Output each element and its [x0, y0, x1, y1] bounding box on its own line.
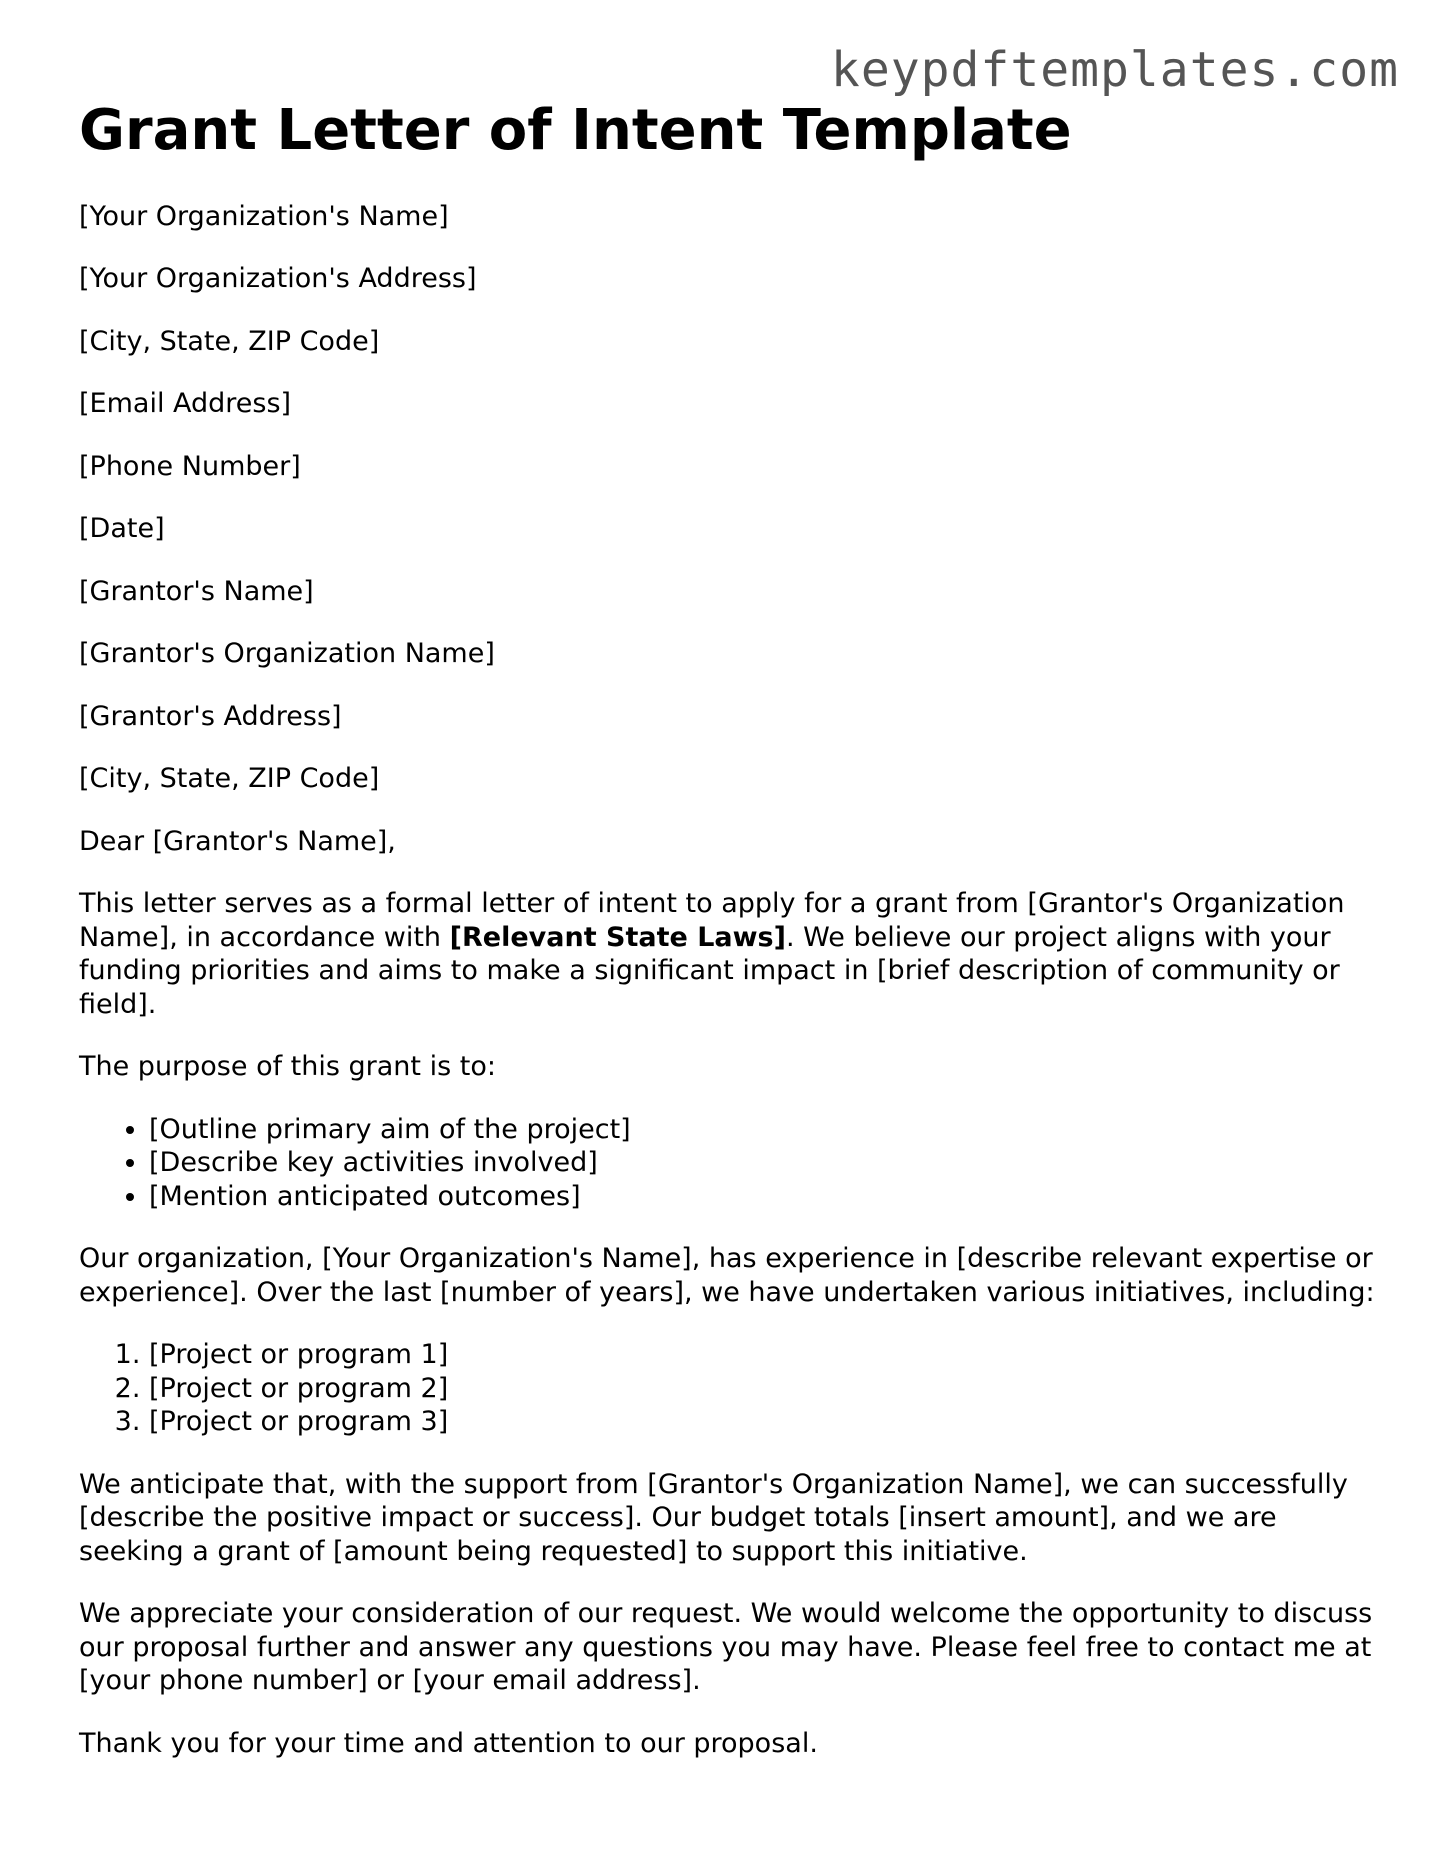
sender-org-address: [Your Organization's Address] [79, 263, 477, 295]
purpose-list-item: • [Mention anticipated outcomes] [149, 1180, 1379, 1214]
sender-org-name: [Your Organization's Name] [79, 200, 449, 232]
projects-list-item: 2. [Project or program 2] [149, 1372, 1379, 1406]
intro-text-part1: This letter serves as a formal letter of intent to apply for a grant from [Grantor's Organization Name], in accordance with [79, 888, 1345, 953]
sender-email: [Email Address] [79, 388, 292, 420]
sender-city-state-zip: [City, State, ZIP Code] [79, 325, 380, 357]
projects-list [79, 1338, 1379, 1439]
experience-paragraph: Our organization, [Your Organization's Name], has experience in [describe relevant expertise or experience]. Over the last [number of years], we have undertaken various initiatives, including: [79, 1243, 1375, 1308]
sender-phone: [Phone Number] [79, 450, 301, 482]
purpose-heading: The purpose of this grant is to: [79, 1051, 496, 1083]
recipient-name: [Grantor's Name] [79, 575, 314, 607]
projects-list-item: 3. [Project or program 3] [149, 1405, 1379, 1439]
closing-paragraph: Thank you for your time and attention to our proposal. [79, 1727, 818, 1759]
recipient-city-state-zip: [City, State, ZIP Code] [79, 763, 380, 795]
purpose-list-item: • [Outline primary aim of the project] [149, 1113, 1379, 1147]
intro-text-part2: . We believe our project aligns with your funding priorities and aims to make a significant impact in [brief description of community or field]. [79, 921, 1340, 1020]
recipient-address: [Grantor's Address] [79, 700, 342, 732]
document-title: Grant Letter of Intent Template [79, 98, 1072, 163]
intro-paragraph [79, 887, 1379, 1021]
projects-list-item: 1. [Project or program 1] [149, 1338, 1379, 1372]
intro-bold-laws: [Relevant State Laws] [449, 921, 786, 953]
appreciation-paragraph: We appreciate your consideration of our request. We would welcome the opportunity to discuss our proposal further and answer any questions you may have. Please feel free to contact me at [your phone number] or [your email address]. [79, 1598, 1373, 1697]
salutation: Dear [Grantor's Name], [79, 825, 396, 857]
anticipation-paragraph: We anticipate that, with the support from [Grantor's Organization Name], we can successfully [describe the positive impact or success]. Our budget totals [insert amount], and we are seeking a grant of [amount being requested] to support this initiative. [79, 1468, 1348, 1567]
letter-date: [Date] [79, 513, 165, 545]
purpose-list [79, 1113, 1379, 1214]
watermark: keypdftemplates.com [830, 42, 1399, 98]
recipient-org-name: [Grantor's Organization Name] [79, 638, 495, 670]
document-body [79, 100, 1379, 1789]
purpose-list-item: • [Describe key activities involved] [149, 1146, 1379, 1180]
